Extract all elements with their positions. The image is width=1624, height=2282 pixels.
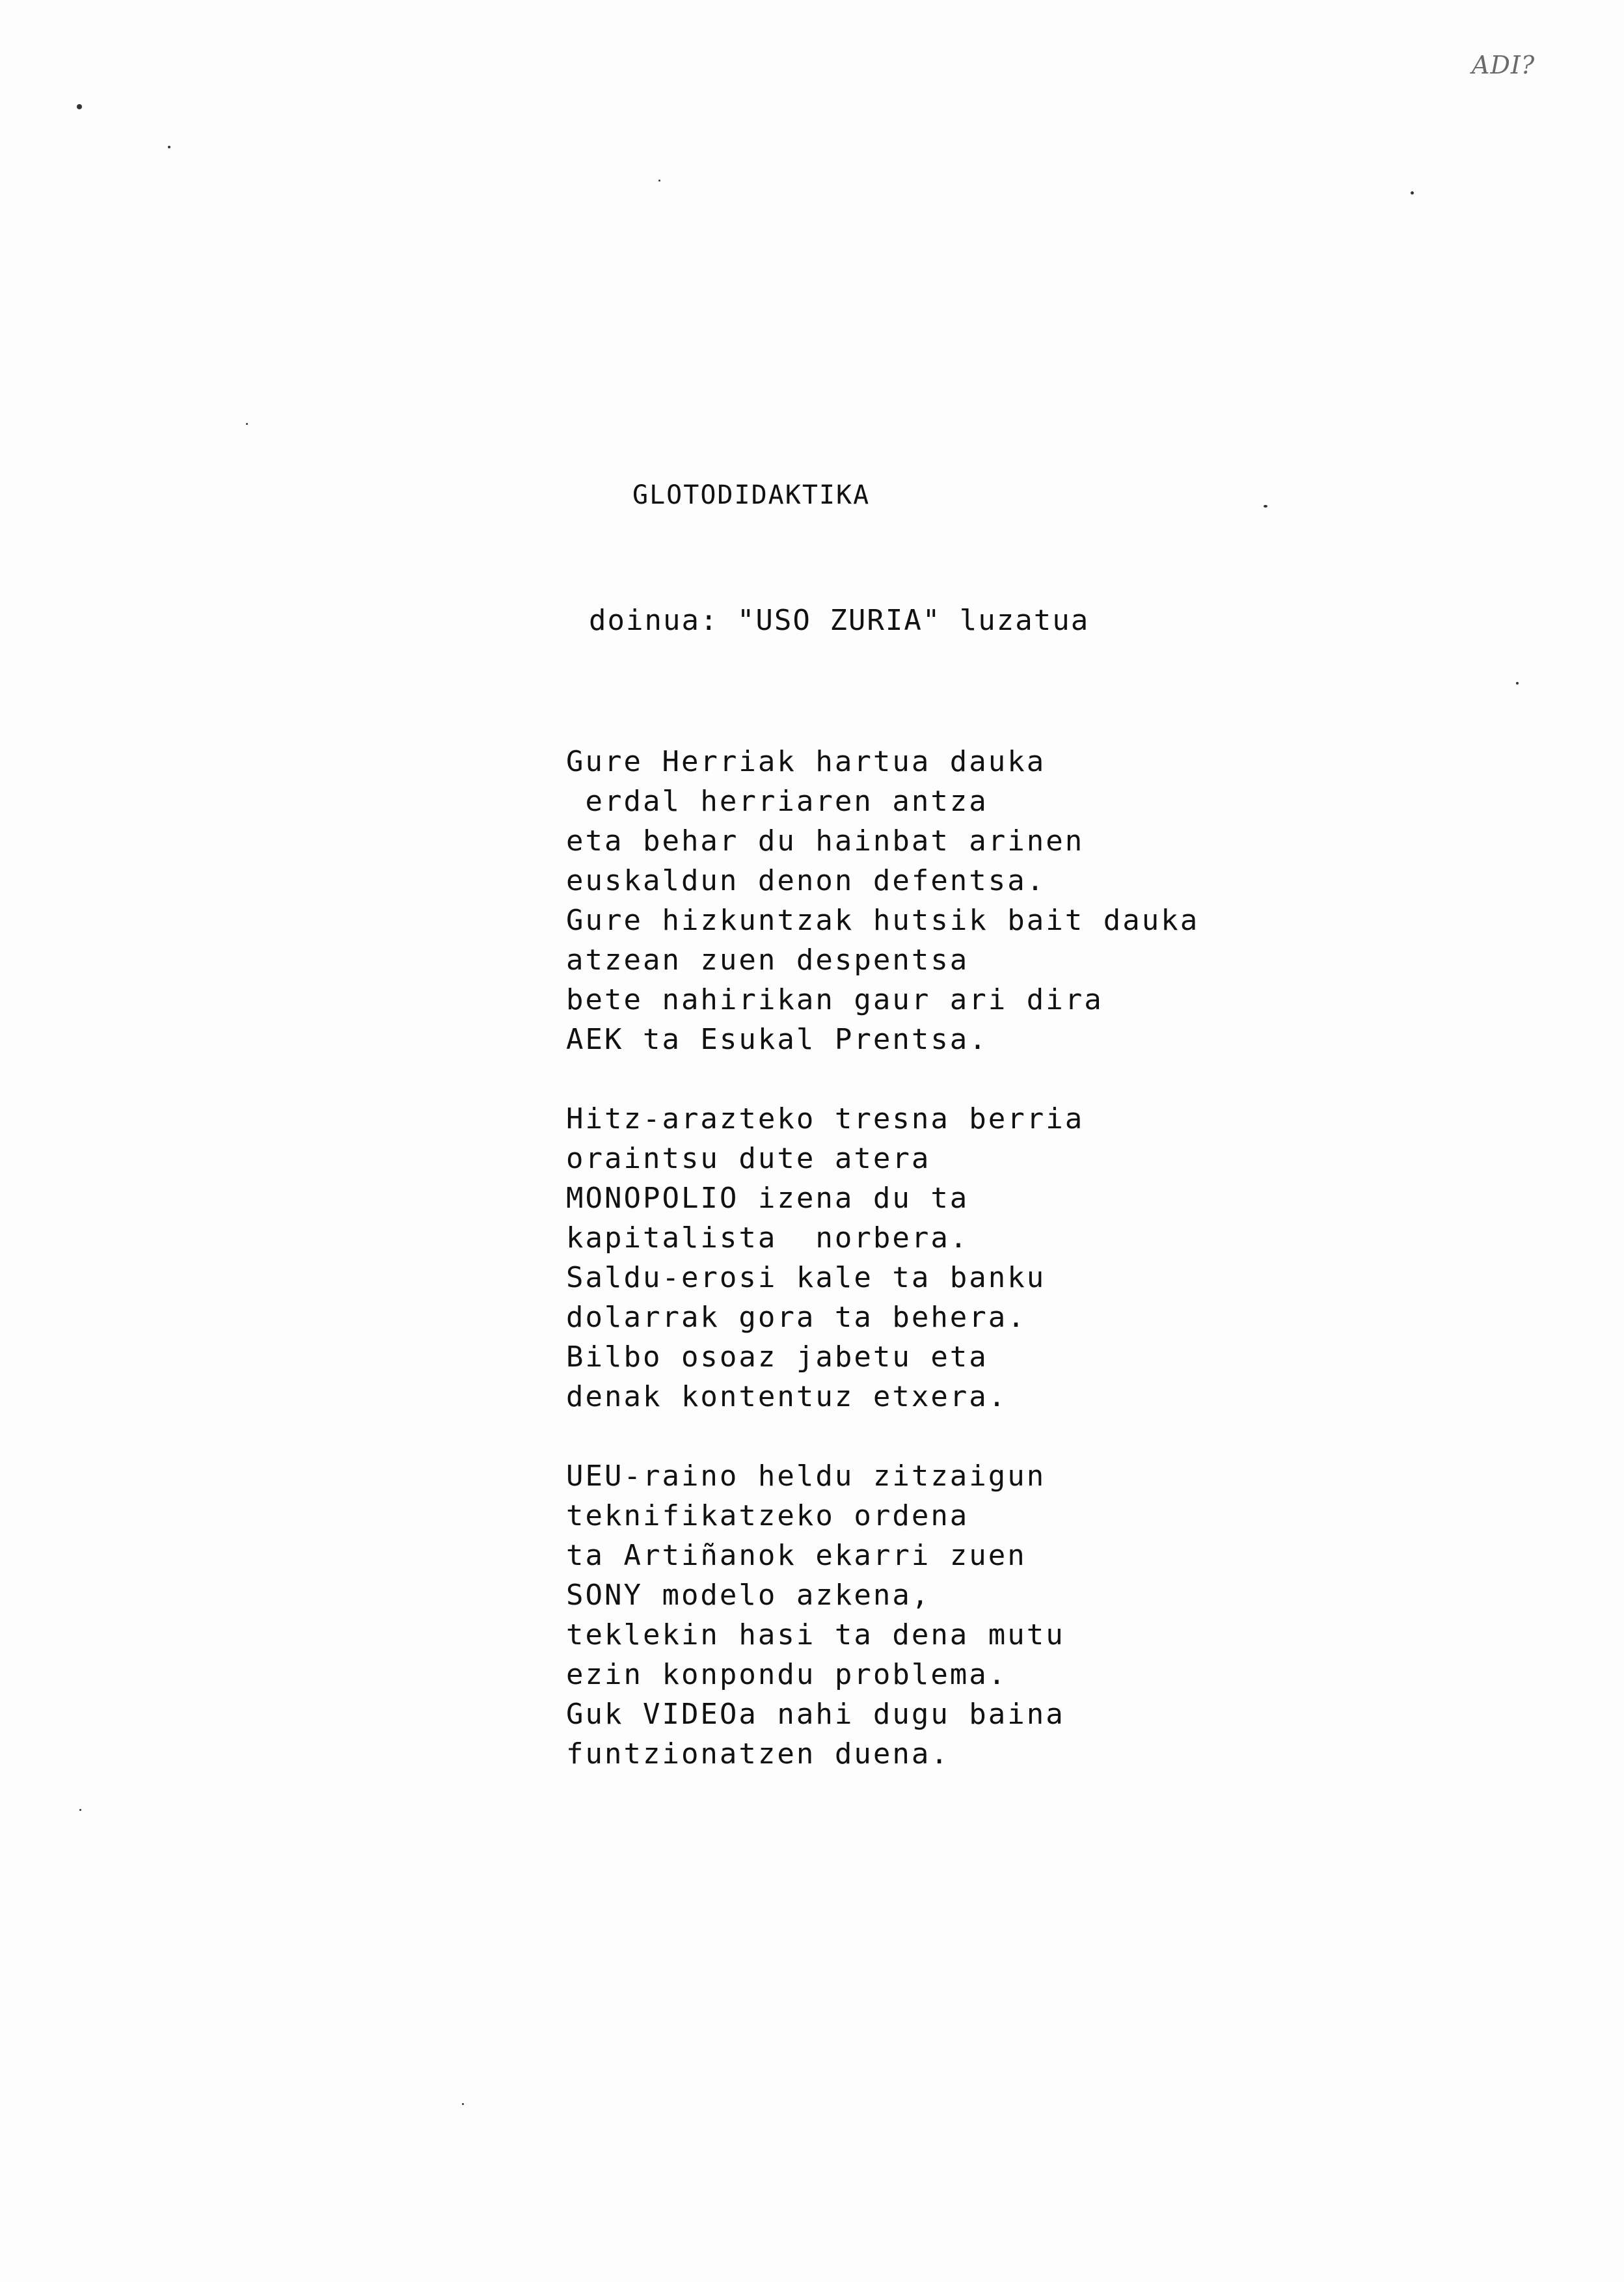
poem-line: Bilbo osoaz jabetu eta xyxy=(566,1340,988,1374)
poem-line: euskaldun denon defentsa. xyxy=(566,864,1046,897)
poem-line: kapitalista norbera. xyxy=(566,1221,969,1255)
document-title: GLOTODIDAKTIKA xyxy=(632,480,871,510)
scan-speck xyxy=(462,2103,464,2105)
poem-line: eta behar du hainbat arinen xyxy=(566,824,1085,858)
poem-line: dolarrak gora ta behera. xyxy=(566,1301,1027,1334)
poem-line: ta Artiñanok ekarri zuen xyxy=(566,1539,1027,1572)
poem-line: bete nahirikan gaur ari dira xyxy=(566,983,1103,1016)
poem-line: teklekin hasi ta dena mutu xyxy=(566,1618,1065,1651)
poem-line: oraintsu dute atera xyxy=(566,1142,931,1175)
scan-speck xyxy=(246,423,248,425)
poem-line: denak kontentuz etxera. xyxy=(566,1380,1008,1413)
stanza-1 xyxy=(566,742,1199,1059)
scan-speck xyxy=(1264,505,1267,508)
stanza-3 xyxy=(566,1456,1199,1774)
document-subtitle: doinua: "USO ZURIA" luzatua xyxy=(589,604,1090,637)
poem-line: teknifikatzeko ordena xyxy=(566,1499,969,1532)
scan-speck xyxy=(658,180,660,182)
poem-line: ezin konpondu problema. xyxy=(566,1658,1008,1691)
poem-line: Gure Herriak hartua dauka xyxy=(566,745,1046,778)
poem-line: Guk VIDEOa nahi dugu baina xyxy=(566,1698,1065,1731)
scan-speck xyxy=(168,146,170,148)
poem-body xyxy=(566,742,1199,1813)
stanza-2 xyxy=(566,1099,1199,1417)
poem-line: SONY modelo azkena, xyxy=(566,1579,931,1612)
poem-line: funtzionatzen duena. xyxy=(566,1737,950,1771)
poem-line: atzean zuen despentsa xyxy=(566,944,969,977)
poem-line: AEK ta Esukal Prentsa. xyxy=(566,1023,988,1056)
poem-line: UEU-raino heldu zitzaigun xyxy=(566,1460,1046,1493)
scan-speck xyxy=(77,104,82,109)
poem-line: MONOPOLIO izena du ta xyxy=(566,1182,969,1215)
scan-speck xyxy=(79,1809,81,1811)
handwritten-corner-mark: ADI? xyxy=(1472,51,1536,79)
poem-line: Saldu-erosi kale ta banku xyxy=(566,1261,1046,1294)
scan-speck xyxy=(1516,682,1519,685)
poem-line: Gure hizkuntzak hutsik bait dauka xyxy=(566,904,1200,937)
poem-line: erdal herriaren antza xyxy=(566,785,988,818)
poem-line: Hitz-arazteko tresna berria xyxy=(566,1102,1085,1135)
scan-speck xyxy=(1411,191,1414,195)
